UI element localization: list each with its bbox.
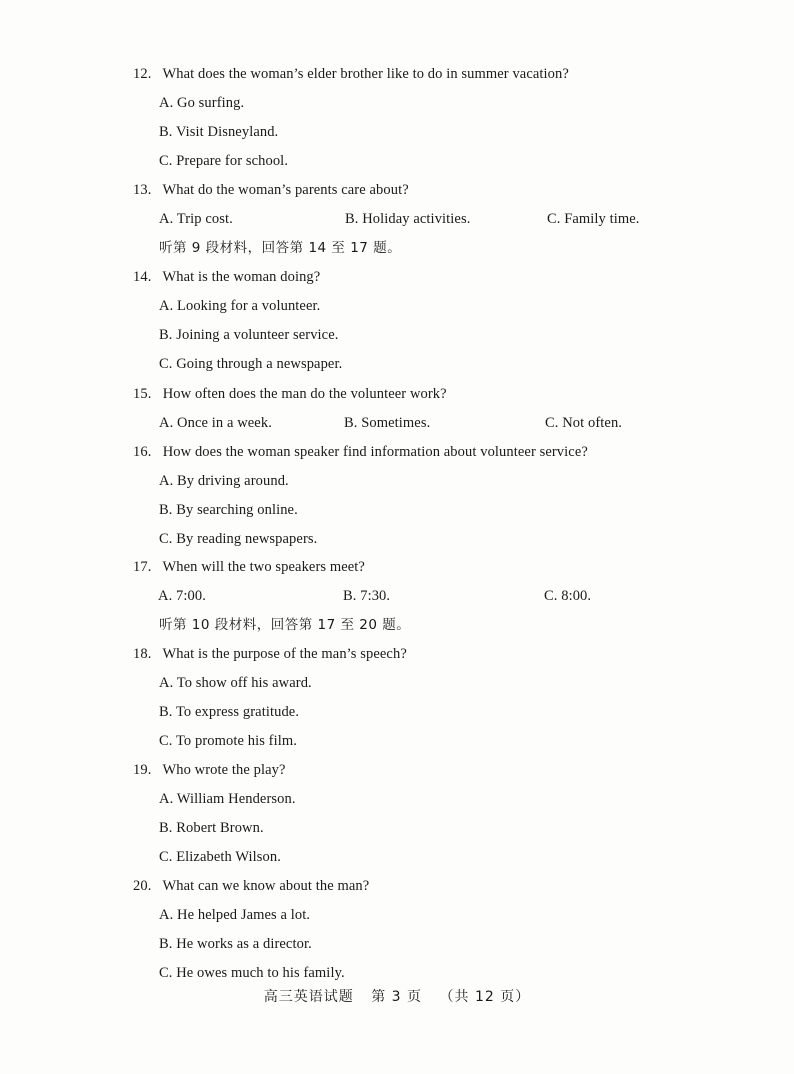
question-text: How does the woman speaker find information about volunteer service? bbox=[162, 444, 588, 460]
footer-total-pages: （共 12 页） bbox=[439, 989, 531, 1005]
option-13c: C. Family time. bbox=[547, 211, 640, 227]
question-15 bbox=[133, 384, 447, 404]
option-16b: B. By searching online. bbox=[159, 502, 298, 518]
question-19 bbox=[133, 760, 286, 780]
option-12c: C. Prepare for school. bbox=[159, 153, 289, 169]
footer-title: 高三英语试题 bbox=[263, 989, 354, 1005]
option-20a: A. He helped James a lot. bbox=[159, 907, 311, 923]
question-number: 13. bbox=[133, 182, 152, 198]
question-text: How often does the man do the volunteer work? bbox=[162, 386, 447, 402]
question-text: What is the purpose of the man’s speech? bbox=[162, 646, 407, 662]
question-number: 18. bbox=[133, 646, 152, 662]
option-17c: C. 8:00. bbox=[544, 588, 592, 604]
question-16 bbox=[133, 442, 588, 462]
option-15a: A. Once in a week. bbox=[159, 415, 272, 431]
question-text: What does the woman’s elder brother like to do in summer vacation? bbox=[162, 66, 569, 82]
section-instruction-10: 听第 10 段材料，回答第 17 至 20 题。 bbox=[159, 617, 411, 633]
footer-page-number: 第 3 页 bbox=[371, 989, 423, 1005]
option-16c: C. By reading newspapers. bbox=[159, 531, 318, 547]
question-text: What can we know about the man? bbox=[162, 878, 370, 894]
question-14 bbox=[133, 267, 320, 287]
question-text: What is the woman doing? bbox=[162, 269, 321, 285]
question-17 bbox=[133, 557, 365, 577]
options-row-13 bbox=[0, 209, 794, 229]
option-20b: B. He works as a director. bbox=[159, 936, 312, 952]
option-13b: B. Holiday activities. bbox=[345, 211, 471, 227]
option-14b: B. Joining a volunteer service. bbox=[159, 327, 339, 343]
option-18c: C. To promote his film. bbox=[159, 733, 297, 749]
option-19b: B. Robert Brown. bbox=[159, 820, 264, 836]
option-15c: C. Not often. bbox=[545, 415, 623, 431]
option-12b: B. Visit Disneyland. bbox=[159, 124, 279, 140]
option-14a: A. Looking for a volunteer. bbox=[159, 298, 321, 314]
question-text: What do the woman’s parents care about? bbox=[162, 182, 409, 198]
question-number: 12. bbox=[133, 66, 152, 82]
question-number: 20. bbox=[133, 878, 152, 894]
options-row-17 bbox=[0, 586, 794, 606]
section-instruction-9: 听第 9 段材料，回答第 14 至 17 题。 bbox=[159, 240, 402, 256]
option-17b: B. 7:30. bbox=[343, 588, 391, 604]
page-footer bbox=[0, 986, 794, 1006]
question-number: 15. bbox=[133, 386, 152, 402]
option-15b: B. Sometimes. bbox=[344, 415, 431, 431]
option-12a: A. Go surfing. bbox=[159, 95, 245, 111]
option-19c: C. Elizabeth Wilson. bbox=[159, 849, 281, 865]
question-number: 17. bbox=[133, 559, 152, 575]
option-19a: A. William Henderson. bbox=[159, 791, 296, 807]
option-14c: C. Going through a newspaper. bbox=[159, 356, 343, 372]
question-18 bbox=[133, 644, 407, 664]
question-number: 14. bbox=[133, 269, 152, 285]
question-12 bbox=[133, 64, 569, 84]
question-text: Who wrote the play? bbox=[162, 762, 286, 778]
option-16a: A. By driving around. bbox=[159, 473, 289, 489]
question-number: 19. bbox=[133, 762, 152, 778]
question-number: 16. bbox=[133, 444, 152, 460]
option-18b: B. To express gratitude. bbox=[159, 704, 300, 720]
option-20c: C. He owes much to his family. bbox=[159, 965, 345, 981]
question-13 bbox=[133, 180, 409, 200]
option-17a: A. 7:00. bbox=[158, 588, 206, 604]
question-20 bbox=[133, 876, 369, 896]
option-13a: A. Trip cost. bbox=[159, 211, 233, 227]
question-text: When will the two speakers meet? bbox=[162, 559, 365, 575]
options-row-15 bbox=[0, 413, 794, 433]
option-18a: A. To show off his award. bbox=[159, 675, 312, 691]
